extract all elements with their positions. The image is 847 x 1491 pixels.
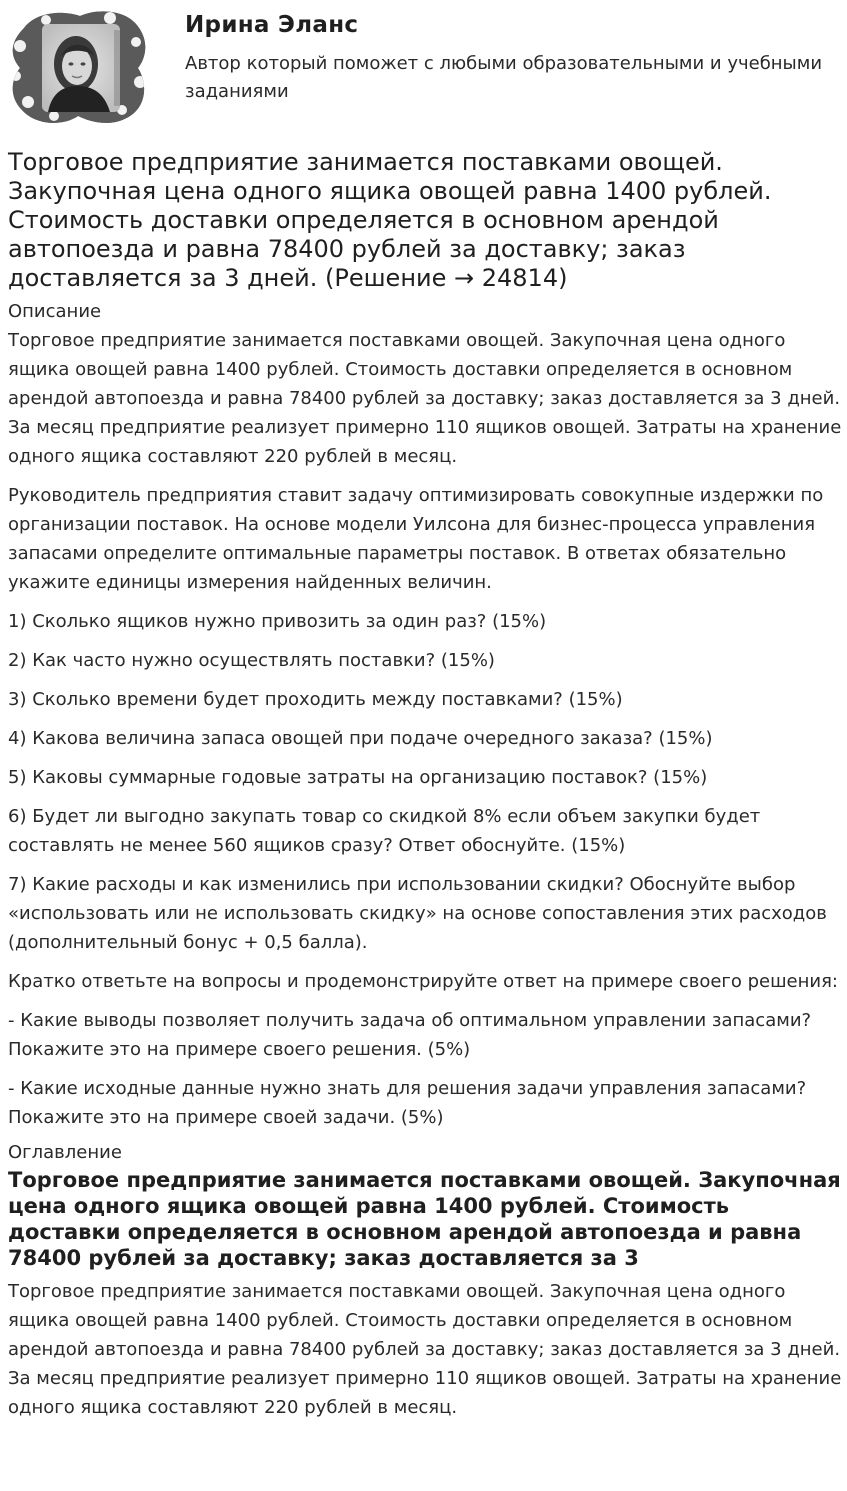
question-item: 3) Сколько времени будет проходить между поставками? (15%) — [8, 689, 623, 710]
description-block — [8, 326, 842, 1132]
question-item: 5) Каковы суммарные годовые затраты на организацию поставок? (15%) — [8, 767, 708, 788]
avatar-image — [6, 6, 152, 128]
toc-paragraph: Торговое предприятие занимается поставками овощей. Закупочная цена одного ящика овощей равна 1400 рублей. Стоимость доставки определяется в основном арендой автопоезда и равна 78400 рублей за доставку; заказ доставляется за 3 дней. За месяц предприятие реализует примерно 110 ящиков овощей. Затраты на хранение одного ящика составляют 220 рублей в месяц. — [8, 1281, 842, 1418]
question-item: 4) Какова величина запаса овощей при подаче очередного заказа? (15%) — [8, 728, 713, 749]
toc-title[interactable]: Торговое предприятие занимается поставками овощей. Закупочная цена одного ящика овощей равна 1400 рублей. Стоимость доставки определяется в основном арендой автопоезда и равна 78400 рублей за доставку; заказ доставляется за 3 — [8, 1168, 841, 1270]
page-title: Торговое предприятие занимается поставками овощей. Закупочная цена одного ящика овощей равна 1400 рублей. Стоимость доставки определяется в основном арендой автопоезда и равна 78400 рублей за доставку; заказ доставляется за 3 дней. (Решение → 24814) — [8, 148, 772, 292]
question-item: - Какие выводы позволяет получить задача об оптимальном управлении запасами? Покажите это на примере своего решения. (5%) — [8, 1010, 812, 1060]
question-item: 6) Будет ли выгодно закупать товар со скидкой 8% если объем закупки будет составлять не менее 560 ящиков сразу? Ответ обоснуйте. (15%) — [8, 806, 761, 856]
question-item: - Какие исходные данные нужно знать для решения задачи управления запасами? Покажите это на примере своей задачи. (5%) — [8, 1078, 807, 1128]
document-content — [8, 148, 842, 1432]
description-label: Описание — [8, 301, 102, 322]
author-name[interactable]: Ирина Эланс — [185, 12, 359, 38]
avatar[interactable] — [6, 6, 152, 128]
author-description: Автор который поможет с любыми образовательными и учебными заданиями — [185, 53, 823, 102]
toc-label: Оглавление — [8, 1142, 122, 1163]
question-item: 1) Сколько ящиков нужно привозить за один раз? (15%) — [8, 611, 547, 632]
description-paragraph: Торговое предприятие занимается поставками овощей. Закупочная цена одного ящика овощей равна 1400 рублей. Стоимость доставки определяется в основном арендой автопоезда и равна 78400 рублей за доставку; заказ доставляется за 3 дней. За месяц предприятие реализует примерно 110 ящиков овощей. Затраты на хранение одного ящика составляют 220 рублей в месяц. — [8, 330, 842, 467]
question-item: 2) Как часто нужно осуществлять поставки? (15%) — [8, 650, 495, 671]
description-paragraph: Кратко ответьте на вопросы и продемонстрируйте ответ на примере своего решения: — [8, 971, 838, 992]
question-item: 7) Какие расходы и как изменились при использовании скидки? Обоснуйте выбор «использовать или не использовать скидку» на основе сопоставления этих расходов (дополнительный бонус + 0,5 балла). — [8, 874, 827, 953]
author-header — [0, 0, 847, 130]
description-paragraph: Руководитель предприятия ставит задачу оптимизировать совокупные издержки по организации поставок. На основе модели Уилсона для бизнес-процесса управления запасами определите оптимальные параметры поставок. В ответах обязательно укажите единицы измерения найденных величин. — [8, 485, 824, 593]
